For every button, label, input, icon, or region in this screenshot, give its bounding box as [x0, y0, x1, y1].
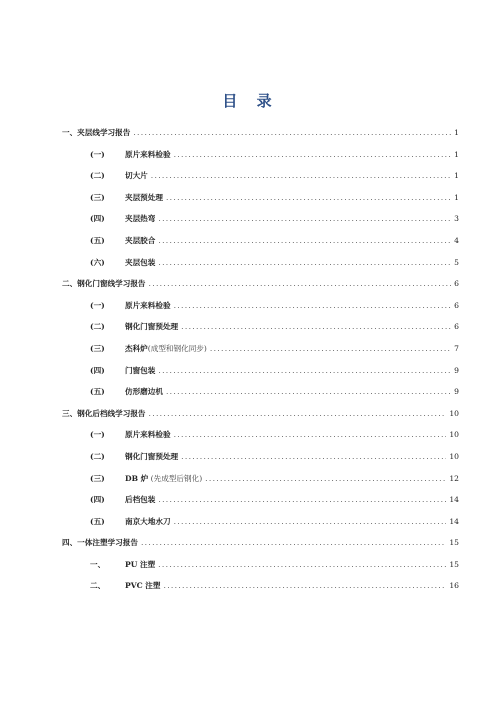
toc-entry-label [125, 192, 163, 203]
toc-subsection-entry[interactable] [62, 494, 459, 516]
toc-dot-leader [149, 279, 451, 288]
toc-page-number: 1 [454, 171, 459, 181]
toc-entry-label [125, 559, 155, 570]
toc-page-number: 14 [449, 516, 459, 526]
toc-dot-leader [181, 452, 446, 461]
toc-page-number: 15 [449, 538, 459, 548]
toc-dot-leader [158, 366, 451, 375]
toc-entry-label-text: 夹层热弯 [125, 214, 156, 224]
toc-entry-number: 一、 [90, 559, 106, 569]
toc-subsection-entry[interactable] [62, 473, 459, 495]
toc-page-number: 15 [449, 559, 459, 569]
toc-page-number: 1 [454, 128, 459, 137]
toc-title: 目 录 [222, 92, 274, 110]
toc-entry-label [62, 537, 138, 548]
toc-entry-label [125, 213, 155, 224]
toc-dot-leader [158, 560, 446, 569]
toc-subsection-entry[interactable] [62, 559, 459, 581]
toc-subsection-entry[interactable] [62, 213, 459, 235]
toc-subsection-entry[interactable] [62, 451, 459, 473]
toc-entry-label [62, 278, 146, 289]
toc-section-entry[interactable] [62, 537, 459, 559]
toc-entry-label-text: 四、一体注塑学习报告 [62, 538, 138, 548]
toc-subsection-entry[interactable] [62, 149, 459, 171]
toc-dot-leader [151, 171, 451, 180]
toc-dot-leader [158, 214, 451, 223]
toc-entries [62, 127, 459, 602]
toc-entry-number: (四) [90, 495, 105, 505]
toc-entry-label [125, 451, 178, 462]
toc-dot-leader [149, 409, 447, 418]
toc-entry-number: (二) [90, 451, 105, 461]
toc-dot-leader [174, 517, 447, 526]
toc-page-number: 10 [449, 408, 459, 418]
toc-subsection-entry[interactable] [62, 386, 459, 408]
toc-entry-label [125, 343, 207, 354]
toc-entry-label [125, 321, 178, 332]
toc-page-number: 14 [449, 495, 459, 505]
toc-page-number: 3 [454, 214, 459, 224]
toc-entry-label-text: 钢化门窗预处理 [125, 322, 179, 332]
toc-entry-label-text: 杰科炉 [125, 343, 148, 353]
toc-dot-leader [174, 150, 451, 159]
toc-entry-label [125, 170, 148, 181]
toc-entry-number: (三) [90, 343, 105, 353]
toc-entry-label [125, 365, 155, 376]
toc-entry-label [125, 473, 202, 484]
toc-page-number: 6 [454, 322, 459, 332]
toc-entry-label-text: DB 炉 [125, 473, 149, 483]
toc-subsection-entry[interactable] [62, 192, 459, 214]
toc-subsection-entry[interactable] [62, 257, 459, 279]
toc-section-entry[interactable] [62, 408, 459, 430]
toc-page-number: 16 [449, 581, 459, 591]
toc-entry-label [125, 386, 163, 397]
toc-entry-number: (六) [90, 257, 105, 267]
toc-entry-label [125, 494, 155, 505]
toc-entry-number: (一) [90, 430, 105, 440]
toc-page-number: 10 [449, 451, 459, 461]
toc-subsection-entry[interactable] [62, 580, 459, 602]
toc-dot-leader [210, 344, 451, 353]
toc-entry-number: (三) [90, 473, 105, 483]
toc-subsection-entry[interactable] [62, 516, 459, 538]
toc-entry-number: 二、 [90, 581, 106, 591]
toc-page-number: 12 [449, 473, 459, 483]
toc-subsection-entry[interactable] [62, 365, 459, 387]
toc-entry-label-text: 仿形磨边机 [125, 387, 163, 397]
toc-section-entry[interactable] [62, 278, 459, 300]
toc-entry-label-text: 钢化门窗预处理 [125, 451, 179, 461]
toc-dot-leader [166, 193, 451, 202]
toc-entry-label [125, 149, 171, 160]
toc-subsection-entry[interactable] [62, 429, 459, 451]
toc-entry-number: (二) [90, 171, 105, 181]
toc-subsection-entry[interactable] [62, 343, 459, 365]
toc-entry-number: (三) [90, 192, 105, 202]
toc-page-number: 6 [454, 300, 459, 310]
toc-entry-number: (五) [90, 516, 105, 526]
toc-entry-label-text: 切大片 [125, 171, 148, 181]
toc-dot-leader [174, 301, 451, 310]
toc-entry-label-text: 夹层包装 [125, 257, 156, 267]
toc-subsection-entry[interactable] [62, 235, 459, 257]
toc-entry-number: (一) [90, 149, 105, 159]
toc-dot-leader [174, 430, 447, 439]
toc-page-number: 6 [454, 279, 459, 289]
toc-entry-label-text: 二、钢化门窗线学习报告 [62, 279, 146, 289]
toc-subsection-entry[interactable] [62, 321, 459, 343]
toc-entry-number: (四) [90, 365, 105, 375]
toc-entry-label-text: 门窗包装 [125, 365, 156, 375]
toc-entry-note: (先成型后钢化) [148, 473, 203, 483]
toc-page-number: 7 [454, 343, 459, 353]
toc-entry-number: (一) [90, 300, 105, 310]
toc-entry-label [125, 300, 171, 311]
toc-entry-label [125, 257, 155, 268]
toc-dot-leader [141, 538, 446, 547]
toc-entry-label-text: 三、钢化后档线学习报告 [62, 408, 146, 418]
toc-entry-label-text: 后档包装 [125, 495, 156, 505]
toc-page-number: 5 [454, 257, 459, 267]
toc-entry-label [125, 429, 171, 440]
toc-entry-label [62, 408, 146, 419]
toc-entry-label-text: 一、夹层线学习报告 [62, 128, 131, 137]
toc-dot-leader [205, 474, 446, 483]
toc-dot-leader [133, 128, 451, 137]
toc-entry-label [125, 235, 155, 246]
toc-page-number: 9 [454, 365, 459, 375]
toc-entry-number: (五) [90, 387, 105, 397]
toc-page-number: 1 [454, 192, 459, 202]
toc-entry-label-text: 原片来料检验 [125, 300, 171, 310]
toc-entry-note: (成型和钢化同步) [147, 343, 207, 353]
toc-subsection-entry[interactable] [62, 300, 459, 322]
toc-entry-number: (四) [90, 214, 105, 224]
toc-section-entry[interactable] [62, 127, 459, 149]
toc-subsection-entry[interactable] [62, 170, 459, 192]
toc-dot-leader [158, 236, 451, 245]
toc-dot-leader [166, 387, 451, 396]
toc-page-number: 10 [449, 430, 459, 440]
toc-entry-label [125, 580, 160, 591]
toc-entry-number: (五) [90, 235, 105, 245]
toc-dot-leader [158, 258, 451, 267]
toc-entry-label [62, 127, 130, 138]
toc-entry-label-text: 原片来料检验 [125, 430, 171, 440]
toc-entry-number: (二) [90, 322, 105, 332]
toc-dot-leader [163, 581, 446, 590]
toc-entry-label-text: 原片来料检验 [125, 149, 171, 159]
toc-entry-label-text: 夹层预处理 [125, 192, 163, 202]
toc-page-number: 4 [454, 235, 459, 245]
toc-entry-label-text: PU 注塑 [125, 559, 156, 569]
toc-dot-leader [158, 495, 446, 504]
toc-entry-label-text: 南京大地水刀 [125, 516, 171, 526]
toc-page-number: 9 [454, 387, 459, 397]
toc-page-number: 1 [454, 149, 459, 159]
toc-entry-label [125, 516, 171, 527]
toc-entry-label-text: PVC 注塑 [125, 581, 161, 591]
toc-entry-label-text: 夹层胶合 [125, 235, 156, 245]
toc-dot-leader [181, 322, 451, 331]
